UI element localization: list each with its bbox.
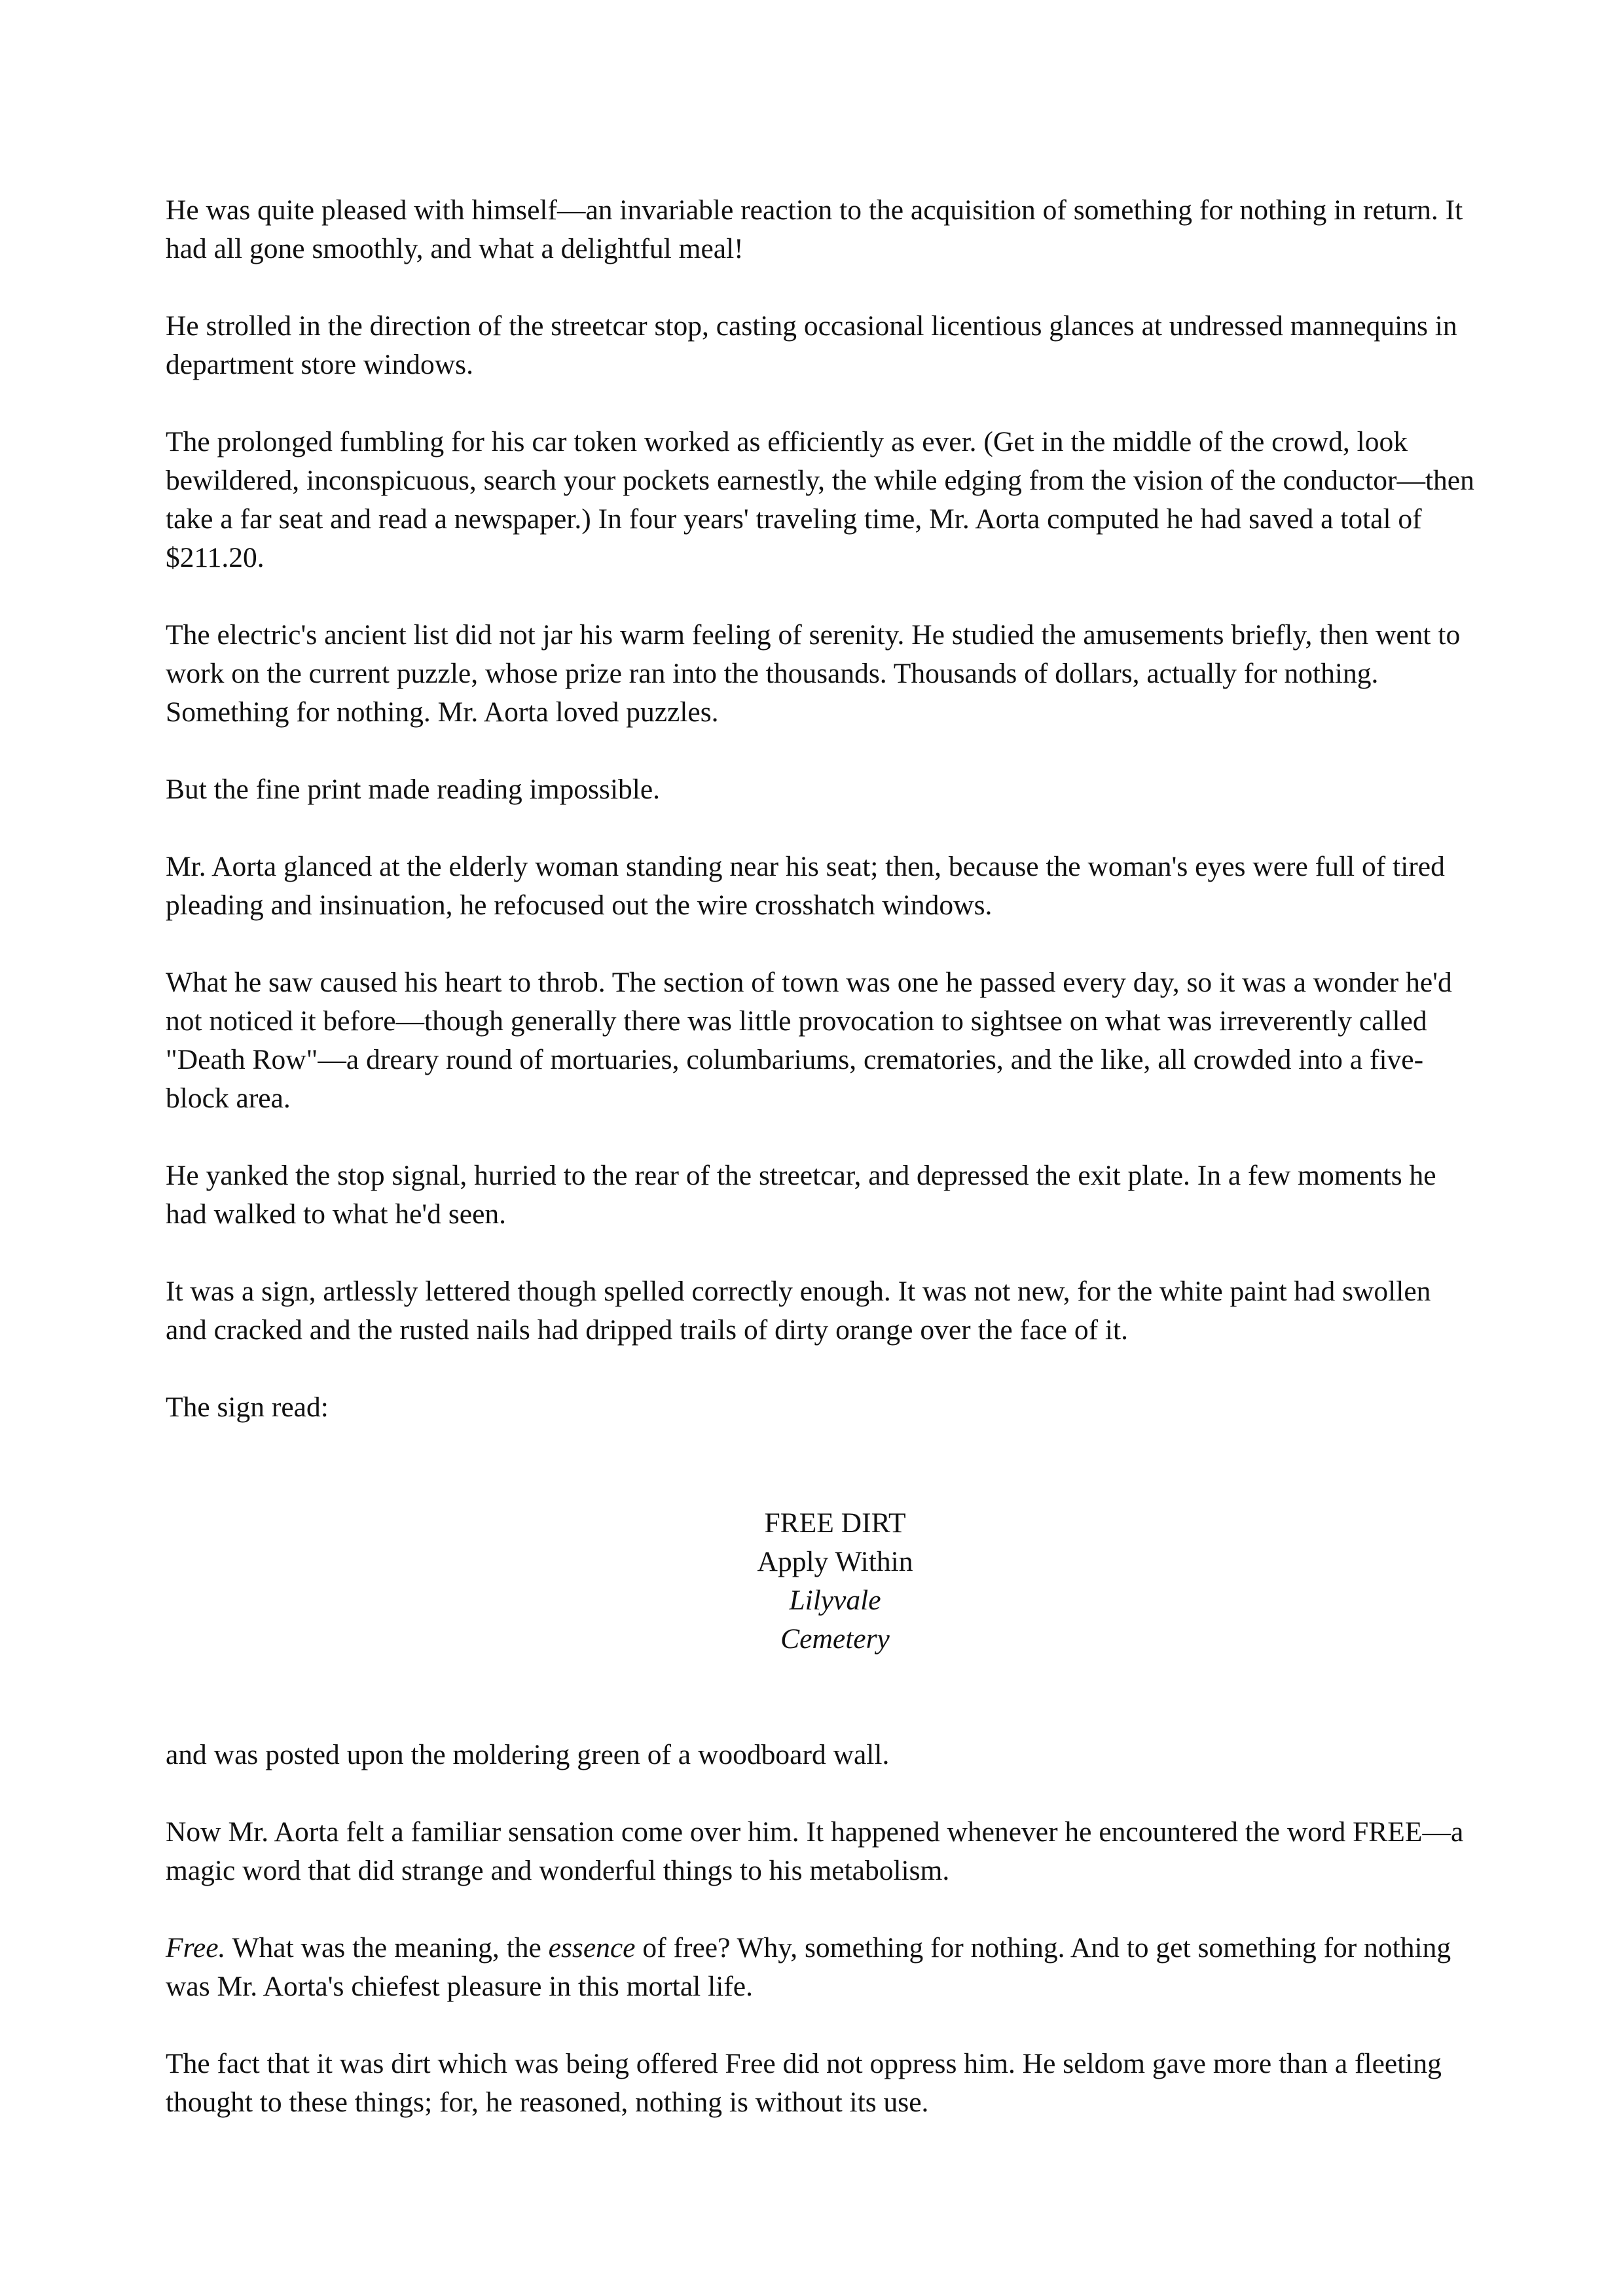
sign-text-block — [166, 1504, 1475, 1659]
paragraph-after-sign: and was posted upon the moldering green of a woodboard wall. — [166, 1739, 890, 1770]
paragraph-9: It was a sign, artlessly lettered though spelled correctly enough. It was not new, for the white paint had swollen and cracked and the rusted nails had dripped trails of dirty orange over the face of it. — [166, 1276, 1431, 1346]
paragraph-last: The fact that it was dirt which was being offered Free did not oppress him. He seldom gave more than a fleeting thought to these things; for, he reasoned, nothing is without its use. — [166, 2048, 1442, 2118]
paragraph-3: The prolonged fumbling for his car token worked as efficiently as ever. (Get in the middle of the crowd, look bewildered, inconspicuous, search your pockets earnestly, the while edging from the vision of the conductor—then take a far seat and read a newspaper.) In four years' traveling time, Mr. Aorta computed he had saved a total of $211.20. — [166, 426, 1474, 573]
italic-essence: essence — [548, 1932, 636, 1964]
paragraph-4: The electric's ancient list did not jar his warm feeling of serenity. He studied the amusements briefly, then went to work on the current puzzle, whose prize ran into the thousands. Thousands of dollars, actually for nothing. Something for nothing. Mr. Aorta loved puzzles. — [166, 619, 1461, 728]
paragraph-familiar-sensation: Now Mr. Aorta felt a familiar sensation come over him. It happened whenever he encountered the word FREE—a magic word that did strange and wonderful things to his metabolism. — [166, 1816, 1464, 1886]
free-meaning-part-1: What was the meaning, the — [225, 1932, 549, 1964]
sign-line-lilyvale: Lilyvale — [789, 1585, 881, 1616]
paragraph-6: Mr. Aorta glanced at the elderly woman standing near his seat; then, because the woman's eyes were full of tired pleading and insinuation, he refocused out the wire crosshatch windows. — [166, 851, 1445, 921]
free-meaning-part-2: of free? Why, something for nothing. And to get something for nothing was Mr. Aorta's chiefest pleasure in this mortal life. — [166, 1932, 1451, 2002]
italic-free: Free. — [166, 1932, 226, 1964]
paragraph-1: He was quite pleased with himself—an invariable reaction to the acquisition of something for nothing in return. It had all gone smoothly, and what a delightful meal! — [166, 194, 1463, 264]
sign-line-cemetery: Cemetery — [780, 1623, 890, 1655]
paragraph-5: But the fine print made reading impossible. — [166, 774, 661, 805]
paragraph-2: He strolled in the direction of the streetcar stop, casting occasional licentious glances at undressed mannequins in department store windows. — [166, 310, 1457, 380]
sign-line-apply-within: Apply Within — [757, 1546, 913, 1577]
paragraph-7: What he saw caused his heart to throb. The section of town was one he passed every day, so it was a wonder he'd not noticed it before—though generally there was little provocation to sightsee on what was irreverently called "Death Row"—a dreary round of mortuaries, columbariums, crematories, and the like, all crowded into a five-block area. — [166, 967, 1452, 1114]
paragraph-8: He yanked the stop signal, hurried to the rear of the streetcar, and depressed the exit plate. In a few moments he had walked to what he'd seen. — [166, 1160, 1436, 1230]
paragraph-10: The sign read: — [166, 1391, 329, 1423]
paragraph-free-meaning — [166, 1929, 1475, 2006]
body-text — [166, 191, 1475, 2161]
sign-line-free-dirt: FREE DIRT — [764, 1507, 906, 1539]
